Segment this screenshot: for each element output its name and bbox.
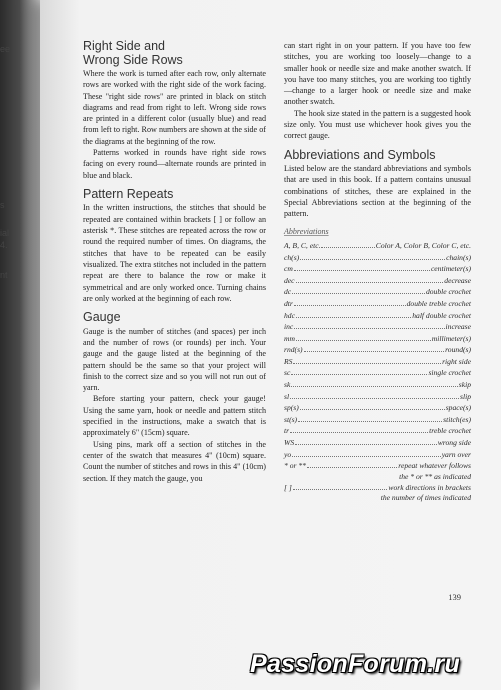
paragraph: The hook size stated in the pattern is a suggested hook size only. You must use whichever hook gives you the correct gauge. [284,108,471,141]
edge-fragment: s [0,200,5,210]
abbreviation-row [284,391,471,403]
abbreviation-row [284,367,471,379]
leader-dots [300,409,445,410]
abbreviation-key: inc [284,322,294,332]
abbreviation-meaning-continued: the number of times indicated [380,493,471,503]
left-column [83,40,266,484]
abbreviation-key: A, B, C, etc. [284,240,321,250]
leader-dots [290,432,428,433]
abbreviation-meaning: slip [460,391,471,401]
leader-dots [296,340,431,341]
abbreviation-row [284,449,471,461]
paragraph: Listed below are the standard abbreviations and symbols that are used in this book. If a pattern contains unusual combinations of stitches, these are explained in the Special Abbreviations section at the beginning of the pattern. [284,164,471,219]
abbreviation-key: * or ** [284,461,306,471]
abbreviation-key: mm [284,333,295,343]
leader-dots [290,398,459,399]
leader-dots [291,386,457,387]
abbreviation-meaning: half double crochet [412,310,471,320]
paragraph: Gauge is the number of stitches (and spaces) per inch and the number of rows (or rounds) per inch. Your gauge and the gauge listed at the beginning of the pattern should be the same so that your project will finish to the correct size and so you will not run out of yarn. [83,326,266,393]
abbreviation-meaning: work directions in brackets [388,482,471,492]
leader-dots [292,293,425,294]
abbreviation-key: st(s) [284,414,298,424]
abbreviations-heading: Abbreviations [284,226,329,236]
abbreviation-key: yo [284,449,292,459]
abbreviation-key: dc [284,287,292,297]
abbreviation-meaning: chain(s) [446,252,471,262]
abbreviation-key: sl [284,391,290,401]
abbreviation-key: ch(s) [284,252,300,262]
abbreviation-row [284,460,471,472]
abbreviation-meaning: space(s) [445,403,471,413]
paragraph: Before starting your pattern, check your gauge! Using the same yarn, hook or needle and pattern stitch specified in the instructions, make a swatch that is approximately 6" (15cm) square. [83,394,266,438]
leader-dots [295,444,437,445]
abbreviation-meaning: repeat whatever follows [398,461,471,471]
leader-dots [293,489,388,490]
abbreviation-key: cm [284,264,293,274]
leader-dots [294,305,406,306]
abbreviation-key: sp(s) [284,403,299,413]
section-title-abbreviations: Abbreviations and Symbols [284,147,436,162]
abbreviation-meaning: skip [458,380,471,390]
abbreviations-list [284,240,471,503]
leader-dots [294,328,444,329]
abbreviation-row [284,425,471,437]
abbreviation-key: RS [284,356,293,366]
abbreviation-key: rnd(s) [284,345,303,355]
abbreviation-meaning-continued: the * or ** as indicated [399,471,471,481]
abbreviation-row [284,482,471,494]
paragraph: can start right in on your pattern. If you have too few stitches, you are working too loosely—change to a smaller hook or needle size and make another swatch. If you have too many stitches, you are working too tightly—change to a larger hook or needle size and make another swatch. [284,41,471,107]
leader-dots [300,259,445,260]
abbreviation-meaning: millimeter(s) [431,333,471,343]
abbreviation-meaning: Color A, Color B, Color C, etc. [375,240,471,250]
abbreviation-row [284,310,471,322]
edge-fragment: nt [0,270,8,280]
abbreviation-row [284,275,471,287]
abbreviation-meaning: wrong side [437,438,471,448]
abbreviation-meaning: stitch(es) [443,414,471,424]
abbreviation-row [284,379,471,391]
section-title-right-wrong-rows: Right Side and Wrong Side Rows [83,39,183,67]
abbreviation-row [284,321,471,333]
abbreviation-meaning: treble crochet [429,426,471,436]
abbreviation-row [284,252,471,264]
abbreviation-row [284,414,471,426]
abbreviation-row [284,356,471,368]
abbreviation-key: WS [284,438,295,448]
abbreviation-meaning: single crochet [428,368,471,378]
leader-dots [298,421,442,422]
abbreviation-key: dec [284,275,295,285]
page-number: 139 [448,592,461,602]
edge-fragment: ee [0,44,11,54]
abbreviation-row [284,298,471,310]
leader-dots [292,456,441,457]
abbreviation-key: tr [284,426,290,436]
abbreviation-meaning: round(s) [445,345,471,355]
edge-fragment: ial [0,228,10,238]
abbreviation-row [284,240,471,252]
abbreviation-meaning: yarn over [441,449,471,459]
leader-dots [296,317,411,318]
paragraph: Using pins, mark off a section of stitches in the center of the swatch that measures 4" (10cm) square. Count the number of stitches and rows in this 4" (10cm) section. If they match the gauge, you [83,439,266,483]
abbreviation-row [284,402,471,414]
abbreviation-meaning: right side [442,356,471,366]
abbreviation-key: sc [284,368,291,378]
paragraph: Where the work is turned after each row, only alternate rows are worked with the right side of the work facing. These "right side rows" are printed in black on stitch diagrams and read from right to left. Wrong side rows are printed in a different color (usually blue) and read from left to right. Row numbers are shown at the side of the diagrams at the beginning of the row. [83,69,266,146]
abbreviation-row [284,263,471,275]
abbreviation-meaning: double crochet [425,287,471,297]
abbreviation-row [284,286,471,298]
abbreviation-key: [ ] [284,482,292,492]
paragraph: Patterns worked in rounds have right side rows facing on every round—alternate rounds are printed in blue and black. [83,148,266,180]
leader-dots [291,374,427,375]
abbreviation-key: hdc [284,310,295,320]
leader-dots [293,363,441,364]
watermark: PassionForum.ru [250,650,461,678]
abbreviation-row [284,344,471,356]
abbreviation-row [284,437,471,449]
abbreviation-key: dtr [284,298,293,308]
abbreviation-meaning: increase [445,322,471,332]
leader-dots [294,270,430,271]
abbreviation-key: sk [284,380,291,390]
right-column [284,40,471,503]
book-page [40,0,501,690]
abbreviation-meaning: double treble crochet [406,298,471,308]
section-title-gauge: Gauge [83,310,121,325]
abbreviation-row [284,333,471,345]
edge-fragment: 4. [0,240,8,250]
leader-dots [296,282,444,283]
paragraph: In the written instructions, the stitches that should be repeated are contained within brackets [ ] or follow an asterisk *. These stitches are repeated across the row or round the required number of times. On diagrams, the stitches that have to be repeated can be easily visualized. The extra stitches not included in the pattern repeat are there to balance the row or make it symmetrical and are only worked once. Turning chains are only worked at the beginning of each row. [83,203,266,303]
leader-dots [304,351,445,352]
leader-dots [321,247,374,248]
abbreviation-meaning: centimeter(s) [430,264,471,274]
section-title-pattern-repeats: Pattern Repeats [83,186,174,201]
leader-dots [307,467,397,468]
abbreviation-meaning: decrease [444,275,471,285]
